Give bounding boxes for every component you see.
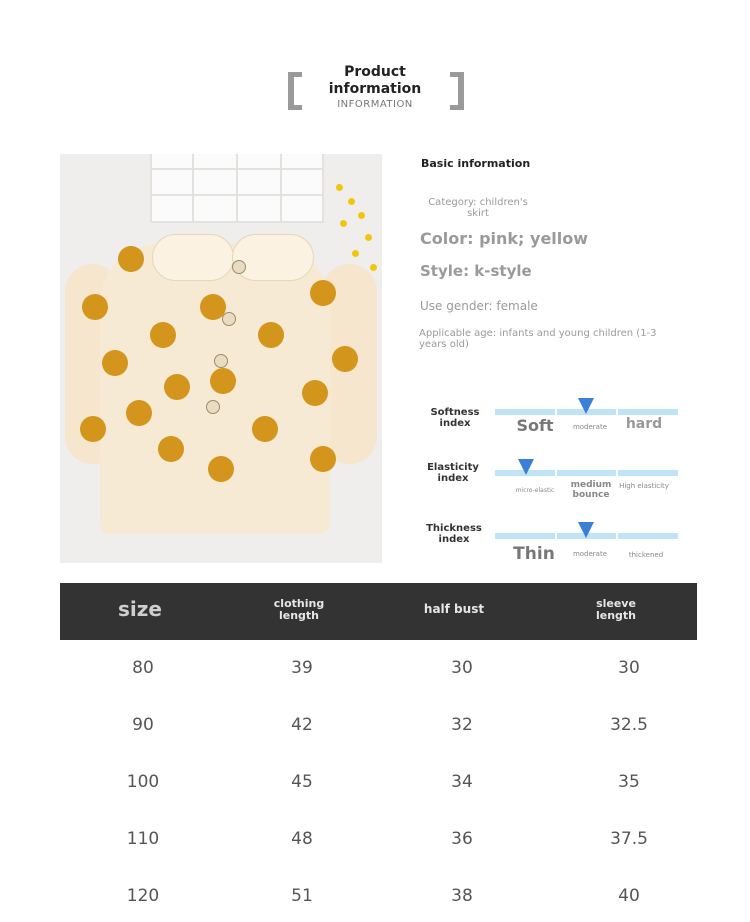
elasticity-marker-icon: [518, 459, 534, 475]
elasticity-option-micro: micro-elastic: [515, 487, 555, 494]
collar-right: [232, 234, 314, 281]
thickness-bar-3: [618, 533, 678, 539]
cell-clothing-length: 39: [291, 658, 313, 678]
product-image: [60, 154, 382, 563]
age-text: Applicable age: infants and young children (1-3 years old): [419, 328, 657, 350]
background-shelf: [150, 154, 324, 223]
cell-clothing-length: 51: [291, 886, 313, 906]
cell-sleeve-length: 32.5: [610, 715, 648, 735]
softness-bar-3: [618, 409, 678, 415]
cell-size: 80: [132, 658, 154, 678]
cell-sleeve-length: 30: [618, 658, 640, 678]
cell-clothing-length: 48: [291, 829, 313, 849]
cell-size: 110: [126, 829, 160, 849]
col-header-size: size: [118, 597, 162, 621]
softness-option-moderate: moderate: [572, 423, 608, 431]
elasticity-option-medium: medium bounce: [570, 480, 612, 500]
cell-half-bust: 30: [451, 658, 473, 678]
style-text: Style: k-style: [420, 262, 532, 280]
cell-half-bust: 34: [451, 772, 473, 792]
elasticity-bar-3: [618, 470, 678, 476]
elasticity-option-high: High elasticity: [619, 482, 669, 490]
softness-option-soft: Soft: [516, 416, 554, 435]
color-text: Color: pink; yellow: [420, 229, 589, 248]
cell-half-bust: 38: [451, 886, 473, 906]
softness-index-label: Softness index: [430, 407, 480, 429]
cell-half-bust: 32: [451, 715, 473, 735]
cell-sleeve-length: 40: [618, 886, 640, 906]
cell-clothing-length: 42: [291, 715, 313, 735]
cell-sleeve-length: 35: [618, 772, 640, 792]
cell-size: 120: [126, 886, 160, 906]
thickness-option-thin: Thin: [513, 544, 555, 564]
cell-size: 100: [126, 772, 160, 792]
page-subtitle: INFORMATION: [337, 99, 413, 110]
col-header-half-bust: half bust: [423, 602, 485, 616]
thickness-marker-icon: [578, 522, 594, 538]
col-header-sleeve-length: sleeve length: [595, 597, 637, 622]
elasticity-index-label: Elasticity index: [427, 462, 479, 484]
col-header-clothing-length: clothing length: [273, 597, 325, 622]
softness-bar-1: [495, 409, 555, 415]
right-bracket-decoration: [450, 72, 464, 110]
gender-text: Use gender: female: [420, 299, 538, 313]
size-table-header: [60, 583, 697, 640]
thickness-option-moderate: moderate: [572, 550, 608, 558]
elasticity-bar-2: [557, 470, 616, 476]
cell-half-bust: 36: [451, 829, 473, 849]
cell-size: 90: [132, 715, 154, 735]
softness-option-hard: hard: [625, 416, 663, 432]
thickness-bar-1: [495, 533, 555, 539]
page-title: Product information: [328, 64, 422, 97]
basic-info-heading: Basic information: [421, 157, 531, 170]
collar-left: [152, 234, 234, 281]
thickness-index-label: Thickness index: [426, 523, 482, 545]
softness-marker-icon: [578, 398, 594, 414]
cell-clothing-length: 45: [291, 772, 313, 792]
cell-sleeve-length: 37.5: [610, 829, 648, 849]
category-text: Category: children's skirt: [428, 197, 528, 219]
thickness-option-thickened: thickened: [628, 551, 664, 559]
